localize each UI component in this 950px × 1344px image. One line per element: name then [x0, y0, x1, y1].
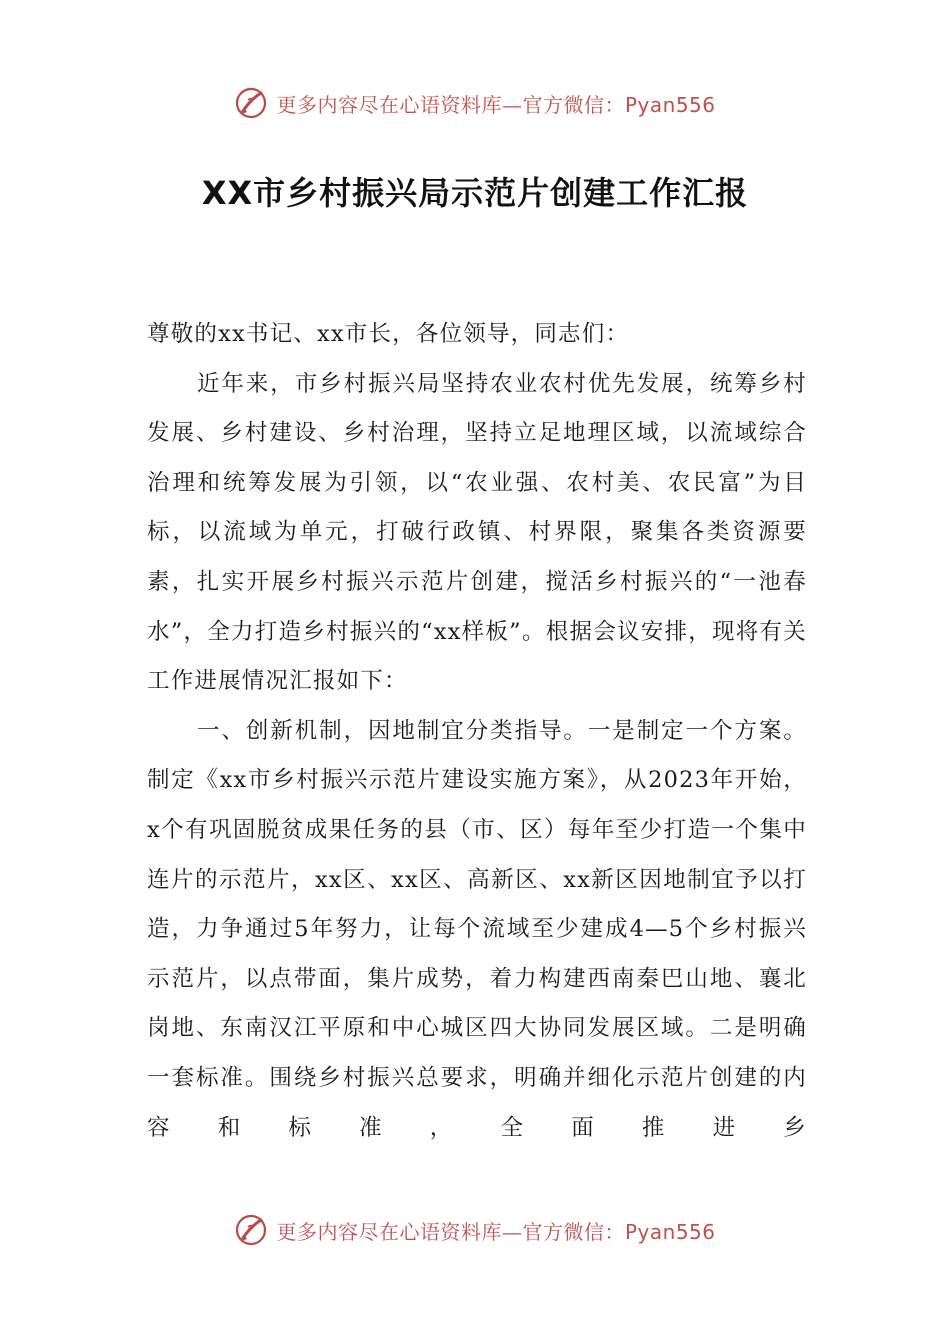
watermark-text: 更多内容尽在心语资料库—官方微信：Pyan556	[276, 92, 716, 117]
paragraph-intro: 近年来，市乡村振兴局坚持农业农村优先发展，统筹乡村发展、乡村建设、乡村治理，坚持立足地理区域，以流域综合治理和统筹发展为引领，以“农业强、农村美、农民富”为目标，以流域为单元，打破行政镇、村界限，聚集各类资源要素，扎实开展乡村振兴示范片创建，搅活乡村振兴的“一池春水”，全力打造乡村振兴的“xx样板”。根据会议安排，现将有关工作进展情况汇报如下：	[147, 370, 807, 695]
pen-logo-icon	[234, 1213, 268, 1247]
watermark-banner-bottom	[0, 1210, 950, 1250]
pen-logo-icon	[234, 86, 268, 120]
document-body	[147, 310, 807, 1153]
document-title: XX市乡村振兴局示范片创建工作汇报	[201, 174, 749, 212]
salutation: 尊敬的xx书记、xx市长，各位领导，同志们：	[147, 321, 630, 347]
watermark-banner-top	[0, 83, 950, 123]
paragraph-section-one: 一、创新机制，因地制宜分类指导。一是制定一个方案。制定《xx市乡村振兴示范片建设实施方案》，从2023年开始，x个有巩固脱贫成果任务的县（市、区）每年至少打造一个集中连片的示范片，xx区、xx区、高新区、xx新区因地制宜予以打造，力争通过5年努力，让每个流域至少建成4—5个乡村振兴示范片，以点带面，集片成势，着力构建西南秦巴山地、襄北岗地、东南汉江平原和中心城区四大协同发展区域。二是明确一套标准。围绕乡村振兴总要求，明确并细化示范片创建的内容和标准，全面推进乡	[147, 717, 807, 1141]
watermark-text: 更多内容尽在心语资料库—官方微信：Pyan556	[276, 1219, 716, 1244]
wechat-id: Pyan556	[624, 1219, 716, 1244]
wechat-id: Pyan556	[624, 92, 716, 117]
